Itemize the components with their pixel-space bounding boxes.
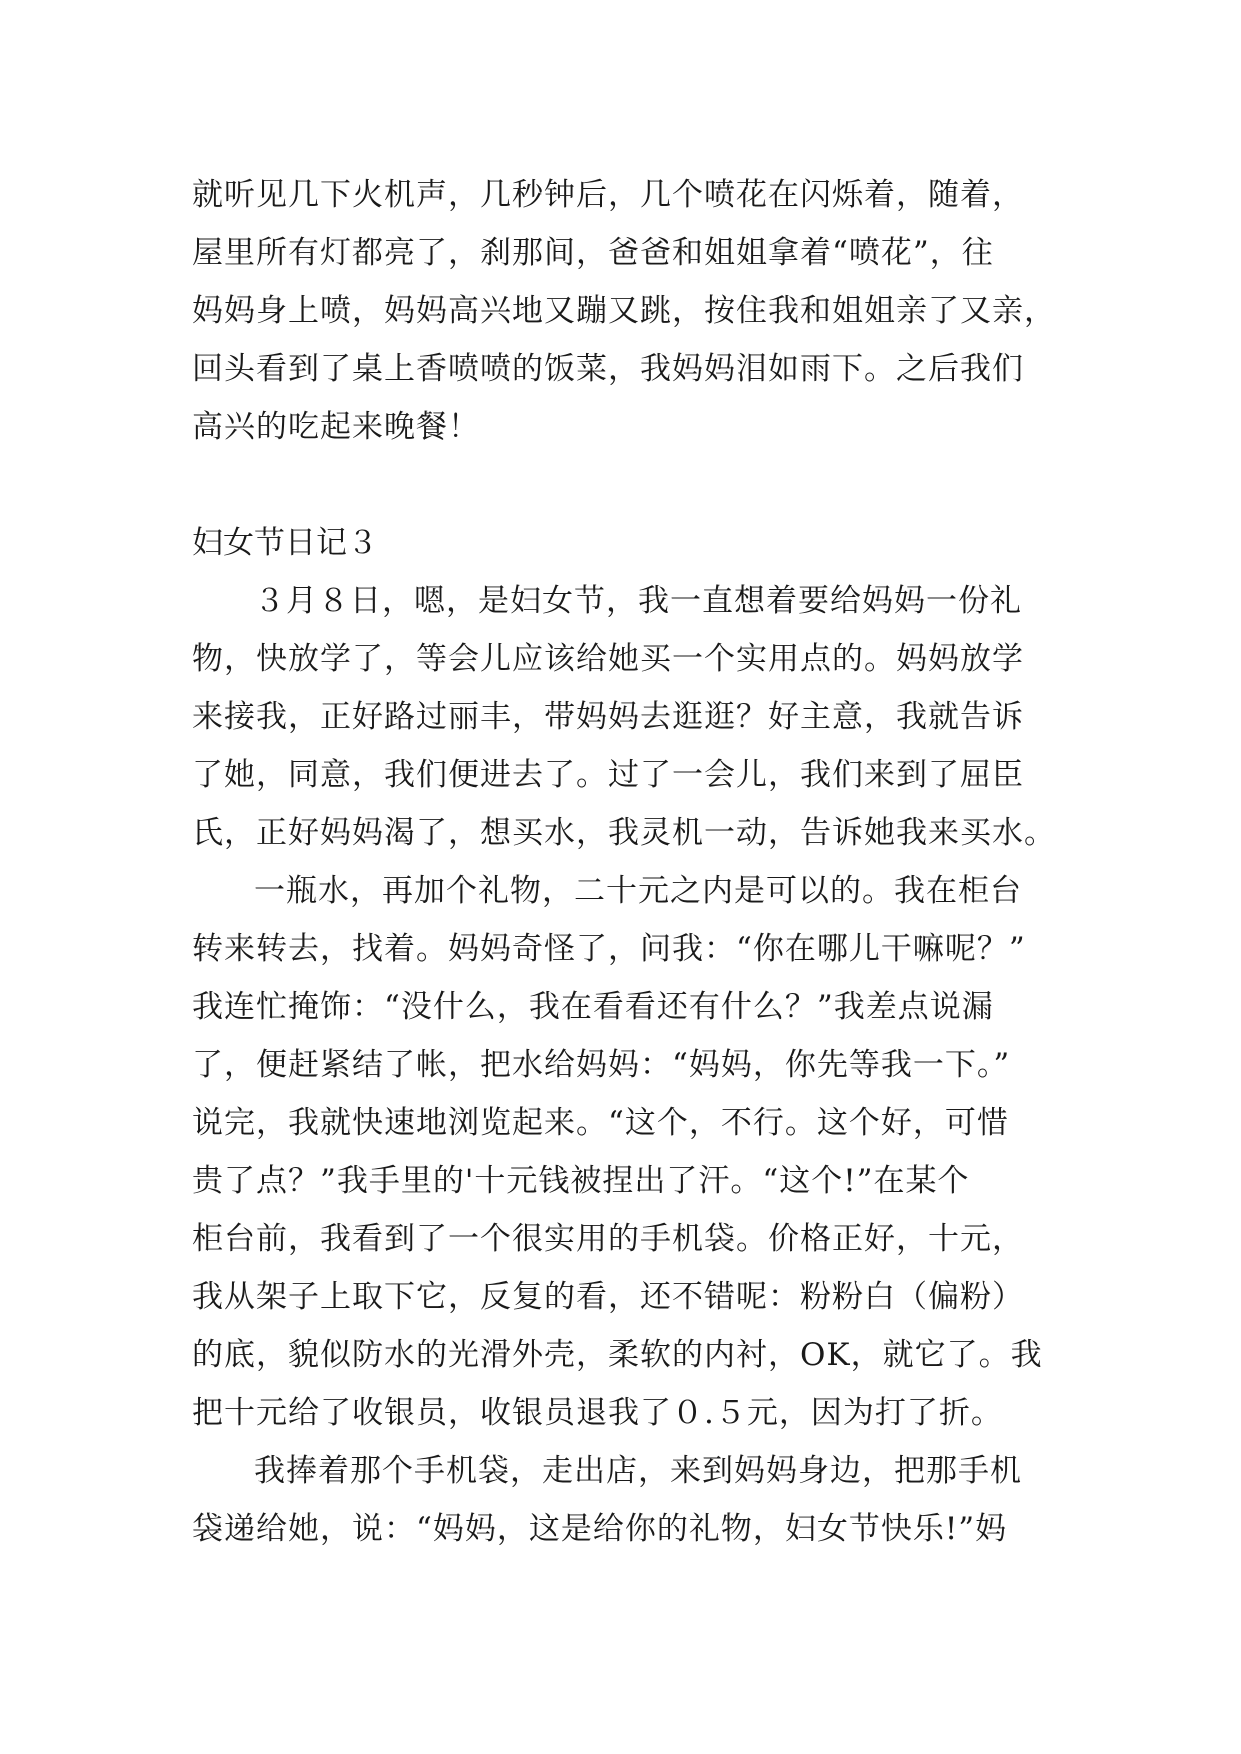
text-line: 把十元给了收银员，收银员退我了０.５元，因为打了折。 xyxy=(192,1395,1003,1431)
text-line: 的底，貌似防水的光滑外壳，柔软的内衬，OK，就它了。我 xyxy=(192,1337,1043,1373)
text-line: 我连忙掩饰：“没什么，我在看看还有什么？”我差点说漏 xyxy=(192,989,994,1025)
text-line: 转来转去，找着。妈妈奇怪了，问我：“你在哪儿干嘛呢？” xyxy=(192,931,1026,967)
text-line: 妈妈身上喷，妈妈高兴地又蹦又跳，按住我和姐姐亲了又亲， xyxy=(192,293,1056,329)
text-line: 我从架子上取下它，反复的看，还不错呢：粉粉白（偏粉） xyxy=(192,1279,1024,1315)
text-line: 贵了点？”我手里的'十元钱被捏出了汗。“这个!”在某个 xyxy=(192,1163,970,1199)
paragraph-1 xyxy=(192,572,1056,862)
section-gap xyxy=(192,456,1052,514)
text-line: 就听见几下火机声，几秒钟后，几个喷花在闪烁着，随着， xyxy=(192,177,1024,213)
text-line: 了她，同意，我们便进去了。过了一会儿，我们来到了屈臣 xyxy=(192,757,1024,793)
paragraph-2 xyxy=(192,862,1052,1442)
text-line: 屋里所有灯都亮了，刹那间，爸爸和姐姐拿着“喷花”，往 xyxy=(192,235,994,271)
text-line: 一瓶水，再加个礼物，二十元之内是可以的。我在柜台 xyxy=(254,873,1022,909)
paragraph-3 xyxy=(192,1442,1052,1558)
text-line: 回头看到了桌上香喷喷的饭菜，我妈妈泪如雨下。之后我们 xyxy=(192,351,1024,387)
text-line: 袋递给她，说：“妈妈，这是给你的礼物，妇女节快乐!”妈 xyxy=(192,1511,1008,1547)
section-1-paragraph xyxy=(192,166,1056,456)
text-line: 说完，我就快速地浏览起来。“这个，不行。这个好，可惜 xyxy=(192,1105,1009,1141)
text-line: 高兴的吃起来晚餐！ xyxy=(192,409,480,445)
section-title: 妇女节日记３ xyxy=(192,525,378,561)
document-page xyxy=(192,166,1056,1558)
text-line: 氏，正好妈妈渴了，想买水，我灵机一动，告诉她我来买水。 xyxy=(192,815,1056,851)
text-line: 来接我，正好路过丽丰，带妈妈去逛逛？好主意，我就告诉 xyxy=(192,699,1024,735)
text-line: 了，便赶紧结了帐，把水给妈妈：“妈妈，你先等我一下。” xyxy=(192,1047,1011,1083)
text-line: 我捧着那个手机袋，走出店，来到妈妈身边，把那手机 xyxy=(254,1453,1022,1489)
text-line: 柜台前，我看到了一个很实用的手机袋。价格正好，十元， xyxy=(192,1221,1024,1257)
text-line: ３月８日，嗯，是妇女节，我一直想着要给妈妈一份礼 xyxy=(254,583,1022,619)
text-line: 物，快放学了，等会儿应该给她买一个实用点的。妈妈放学 xyxy=(192,641,1024,677)
